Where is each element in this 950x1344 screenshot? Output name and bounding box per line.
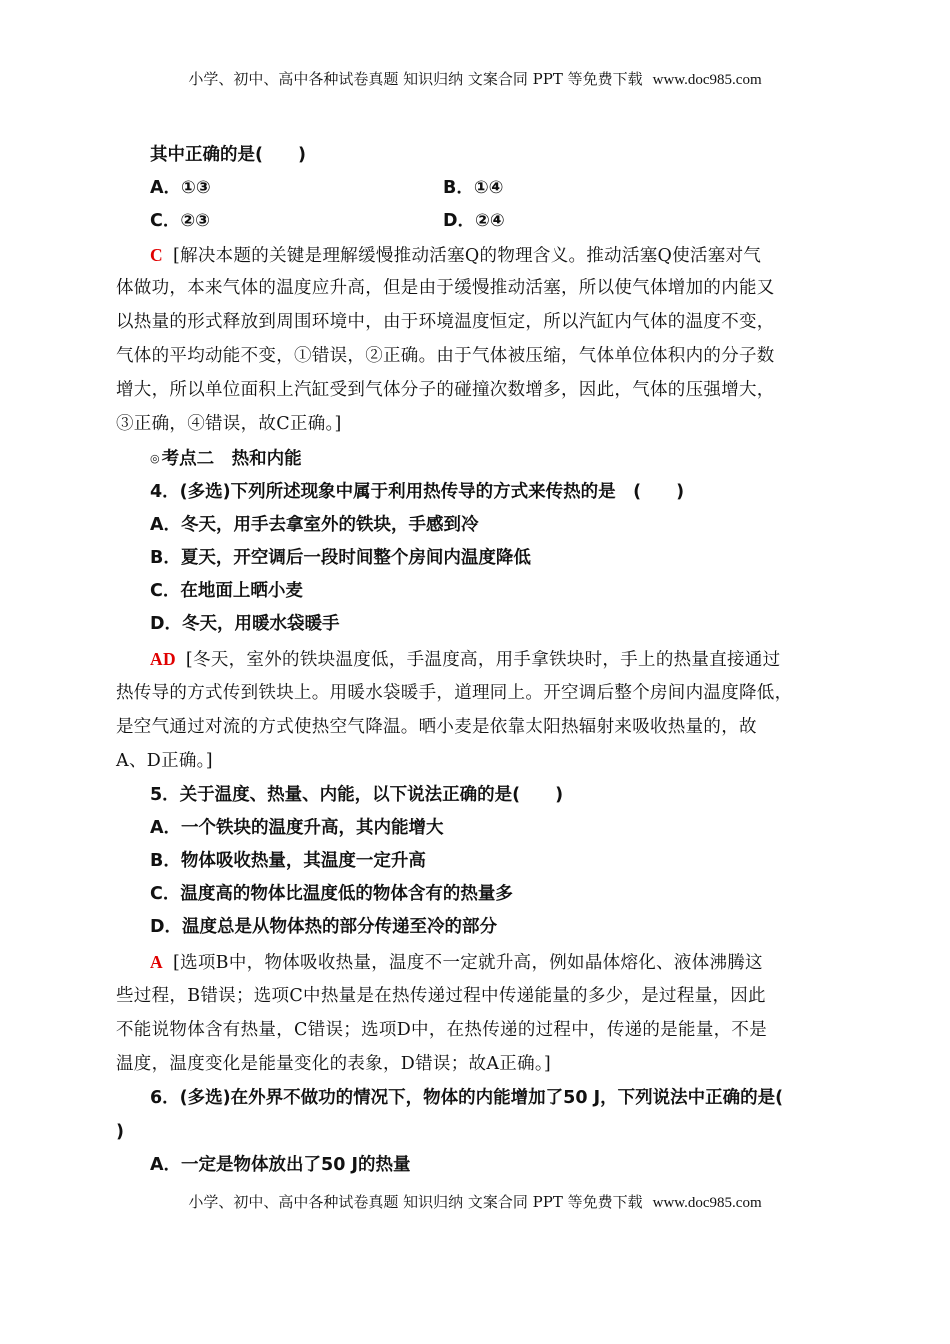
q5-explanation-line: 温度，温度变化是能量变化的表象，D错误；故A正确。] — [116, 1054, 552, 1074]
q5-answer: A — [150, 952, 163, 972]
q3-explanation-line: ③正确，④错误，故C正确。] — [116, 414, 342, 434]
q4-option-c: C．在地面上晒小麦 — [150, 581, 303, 601]
q4-option-d: D．冬天，用暖水袋暖手 — [150, 614, 340, 634]
q5-stem: 5．关于温度、热量、内能，以下说法正确的是( ) — [150, 785, 564, 805]
q3-option-c: C．②③ — [150, 211, 210, 231]
header-text: 小学、初中、高中各种试卷真题 知识归纳 文案合同 PPT 等免费下载 — [188, 70, 643, 88]
q4-explanation-line: 是空气通过对流的方式使热空气降温。晒小麦是依靠太阳热辐射来吸收热量的，故 — [116, 717, 757, 737]
q3-answer: C — [150, 245, 163, 265]
page-footer — [0, 1191, 950, 1212]
q3-explanation-line: 增大，所以单位面积上汽缸受到气体分子的碰撞次数增多，因此，气体的压强增大， — [116, 380, 775, 400]
q4-option-b: B．夏天，开空调后一段时间整个房间内温度降低 — [150, 548, 531, 568]
q3-stem-tail: 其中正确的是( ) — [150, 145, 306, 165]
q4-explanation-line — [150, 647, 780, 672]
q5-explanation-line: 不能说物体含有热量，C错误；选项D中，在热传递的过程中，传递的是能量，不是 — [116, 1020, 768, 1040]
q3-explanation-line — [150, 243, 761, 268]
q3-explanation-line: 体做功，本来气体的温度应升高，但是由于缓慢推动活塞，所以使气体增加的内能又 — [116, 278, 775, 298]
page-header — [0, 68, 950, 89]
footer-text: 小学、初中、高中各种试卷真题 知识归纳 文案合同 PPT 等免费下载 — [188, 1193, 643, 1211]
q4-stem: 4．(多选)下列所述现象中属于利用热传导的方式来传热的是 ( ) — [150, 482, 685, 502]
q4-option-a: A．冬天，用手去拿室外的铁块，手感到冷 — [150, 515, 479, 535]
q4-answer: AD — [150, 649, 176, 669]
q3-option-a: A．①③ — [150, 178, 211, 198]
section-heading — [150, 447, 302, 473]
q3-explanation-line: 气体的平均动能不变，①错误，②正确。由于气体被压缩，气体单位体积内的分子数 — [116, 346, 775, 366]
q4-explanation-line: A、D正确。] — [116, 751, 213, 771]
q5-explanation-text: [选项B中，物体吸收热量，温度不一定就升高，例如晶体熔化、液体沸腾这 — [172, 953, 763, 973]
section-title: 考点二 热和内能 — [161, 449, 302, 469]
q5-explanation-line: 些过程，B错误；选项C中热量是在热传递过程中传递能量的多少，是过程量，因此 — [116, 986, 766, 1006]
q5-option-b: B．物体吸收热量，其温度一定升高 — [150, 851, 426, 871]
q5-option-a: A．一个铁块的温度升高，其内能增大 — [150, 818, 444, 838]
q3-option-d: D．②④ — [443, 211, 505, 231]
footer-site: www.doc985.com — [652, 1195, 762, 1211]
q4-explanation-text: [冬天，室外的铁块温度低，手温度高，用手拿铁块时，手上的热量直接通过 — [185, 650, 781, 670]
q6-stem-cont: ) — [116, 1122, 124, 1142]
q6-option-a: A．一定是物体放出了50 J的热量 — [150, 1155, 411, 1175]
q5-explanation-line — [150, 950, 763, 975]
q3-option-b: B．①④ — [443, 178, 504, 198]
q3-explanation-text: [解决本题的关键是理解缓慢推动活塞Q的物理含义。推动活塞Q使活塞对气 — [172, 246, 762, 266]
q5-option-c: C．温度高的物体比温度低的物体含有的热量多 — [150, 884, 513, 904]
q5-option-d: D．温度总是从物体热的部分传递至冷的部分 — [150, 917, 498, 937]
section-marker: ◎ — [150, 452, 160, 465]
header-site: www.doc985.com — [652, 72, 762, 88]
q3-explanation-line: 以热量的形式释放到周围环境中，由于环境温度恒定，所以汽缸内气体的温度不变， — [116, 312, 775, 332]
q4-explanation-line: 热传导的方式传到铁块上。用暖水袋暖手，道理同上。开空调后整个房间内温度降低， — [116, 683, 793, 703]
q6-stem: 6．(多选)在外界不做功的情况下，物体的内能增加了50 J，下列说法中正确的是( — [150, 1088, 784, 1108]
